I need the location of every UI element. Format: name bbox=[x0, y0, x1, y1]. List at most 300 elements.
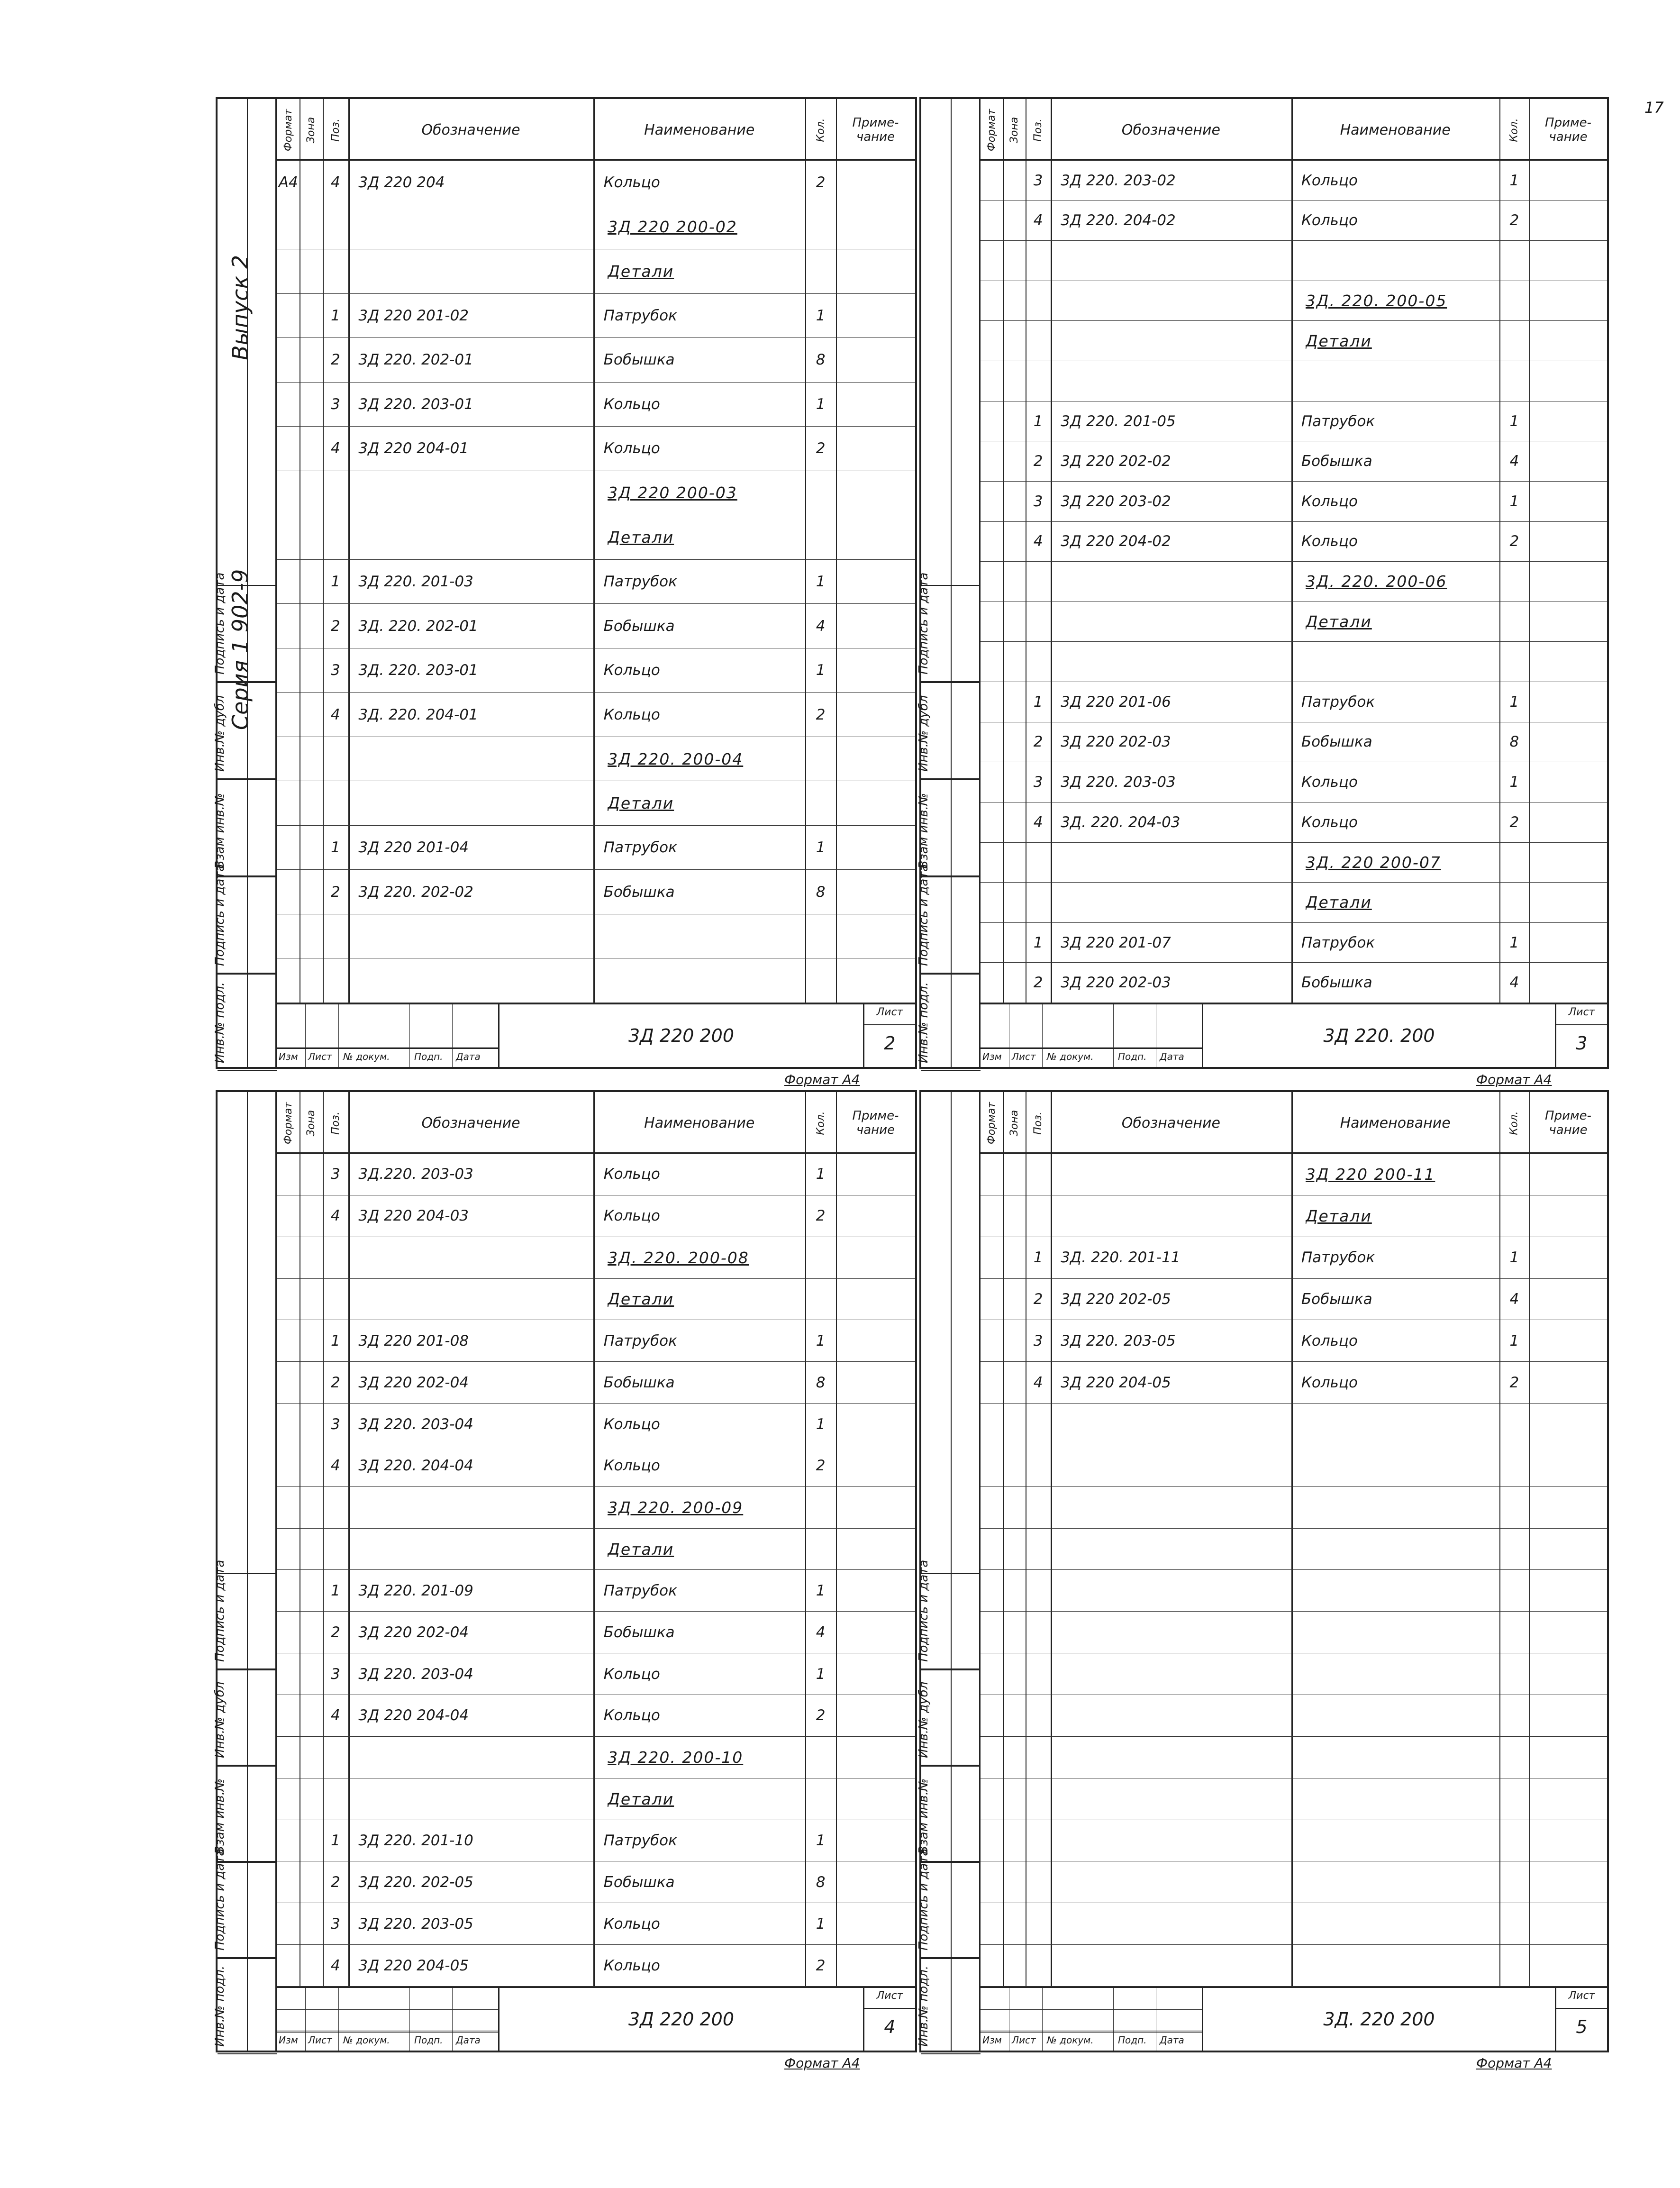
position-cell: 4 bbox=[1033, 212, 1043, 229]
name-cell: Бобышка bbox=[603, 883, 675, 901]
table-row bbox=[277, 205, 915, 250]
table-row bbox=[981, 1279, 1607, 1321]
table-row bbox=[981, 1362, 1607, 1404]
quantity-cell: 1 bbox=[816, 1832, 826, 1850]
header-qty-text: Кол. bbox=[1508, 118, 1520, 142]
position-cell: 4 bbox=[331, 1207, 340, 1225]
position-cell: 2 bbox=[331, 1623, 340, 1641]
document-code: 3Д 220 200 bbox=[628, 1025, 735, 1046]
designation-cell: 3Д 220. 201-03 bbox=[358, 573, 473, 590]
grid-line bbox=[981, 1047, 1202, 1048]
table-row bbox=[981, 562, 1607, 602]
name-cell: Патрубок bbox=[1301, 934, 1375, 951]
name-cell: Кольцо bbox=[1301, 774, 1358, 791]
position-cell: 3 bbox=[331, 1665, 340, 1683]
series-label: Серия 1 902-9 bbox=[227, 569, 253, 730]
quantity-cell: 4 bbox=[1509, 974, 1519, 992]
quantity-cell: 1 bbox=[1509, 1249, 1519, 1267]
table-row bbox=[277, 1861, 915, 1903]
header-qty bbox=[805, 1092, 836, 1154]
designation-cell: 3Д 220. 202-05 bbox=[358, 1873, 473, 1891]
side-label-text: Инв.№ дубл bbox=[213, 1681, 227, 1758]
side-label-text: Подпись и дата bbox=[917, 1559, 931, 1662]
title-block-column-label: № докум. bbox=[1047, 2034, 1094, 2046]
quantity-cell: 1 bbox=[816, 395, 826, 413]
designation-cell: 3Д 220 201-04 bbox=[358, 839, 469, 857]
side-label-text: Подпись и дата bbox=[213, 1848, 227, 1951]
quantity-cell: 1 bbox=[816, 1915, 826, 1933]
header-note-text: Приме-чание bbox=[852, 116, 899, 144]
name-cell: Кольцо bbox=[603, 440, 660, 457]
table-row bbox=[981, 321, 1607, 361]
quantity-cell: 4 bbox=[816, 1623, 826, 1641]
table-row bbox=[981, 161, 1607, 201]
table-row bbox=[981, 241, 1607, 281]
header-designation bbox=[348, 1092, 593, 1154]
quantity-cell: 1 bbox=[1509, 693, 1519, 711]
designation-cell: 3Д 220. 203-05 bbox=[1061, 1332, 1176, 1349]
designation-cell: 3Д 220 204-04 bbox=[358, 1707, 469, 1724]
header-zone-text: Зона bbox=[1008, 117, 1020, 143]
designation-cell: 3Д 220 202-03 bbox=[1061, 974, 1171, 992]
grid-line bbox=[277, 2009, 498, 2010]
name-cell: Патрубок bbox=[1301, 412, 1375, 430]
section-title-text: Детали bbox=[1305, 612, 1372, 631]
designation-cell: 3Д.220. 203-03 bbox=[358, 1166, 473, 1183]
section-title-text: 3Д 220 200-02 bbox=[608, 218, 737, 237]
designation-cell: 3Д 220 202-04 bbox=[358, 1374, 469, 1391]
section-title-text: Детали bbox=[608, 1290, 674, 1309]
header-designation-text: Обозначение bbox=[421, 121, 520, 138]
quantity-cell: 1 bbox=[816, 573, 826, 590]
table-row bbox=[981, 722, 1607, 763]
table-row bbox=[277, 693, 915, 737]
section-title-text: 3Д 220 200-11 bbox=[1305, 1165, 1435, 1184]
table-row bbox=[277, 870, 915, 914]
title-block-column-label: № докум. bbox=[1047, 1051, 1094, 1062]
quantity-cell: 4 bbox=[1509, 1290, 1519, 1308]
position-cell: 4 bbox=[331, 1457, 340, 1475]
header-format bbox=[981, 99, 1003, 161]
title-block-column-label: Подп. bbox=[414, 1051, 443, 1062]
quantity-cell: 1 bbox=[1509, 412, 1519, 430]
header-name bbox=[593, 99, 805, 161]
name-cell: Бобышка bbox=[603, 1374, 675, 1391]
spec-sheet bbox=[919, 1090, 1609, 2052]
position-cell: 4 bbox=[1033, 1374, 1043, 1391]
side-label-text: Подпись и дата bbox=[213, 864, 227, 966]
header-designation bbox=[1051, 99, 1291, 161]
table-row bbox=[981, 642, 1607, 682]
quantity-cell: 1 bbox=[816, 1582, 826, 1599]
grid-line bbox=[981, 2009, 1202, 2010]
table-row bbox=[981, 602, 1607, 642]
header-zone-text: Зона bbox=[305, 1110, 318, 1136]
side-label-text: Взам инв.№ bbox=[917, 793, 931, 869]
section-title bbox=[608, 1237, 805, 1278]
header-name-text: Наименование bbox=[644, 1114, 755, 1131]
designation-cell: 3Д 220 202-04 bbox=[358, 1623, 469, 1641]
table-row bbox=[981, 482, 1607, 522]
side-label-text: Подпись и дата bbox=[213, 1559, 227, 1662]
table-row bbox=[981, 1820, 1607, 1862]
header-pos-text: Поз. bbox=[1032, 118, 1044, 142]
name-cell: Кольцо bbox=[603, 1665, 660, 1683]
position-cell: 3 bbox=[1033, 492, 1043, 510]
section-title-text: 3Д 220. 200-09 bbox=[608, 1498, 744, 1517]
table-row bbox=[277, 1279, 915, 1321]
title-block bbox=[277, 1003, 915, 1067]
designation-cell: 3Д 220. 203-04 bbox=[358, 1415, 473, 1433]
header-note-text: Приме-чание bbox=[852, 1109, 899, 1137]
table-row bbox=[277, 1570, 915, 1612]
position-cell: 4 bbox=[331, 440, 340, 457]
title-block-column-label: Подп. bbox=[1118, 1051, 1147, 1062]
header-name-text: Наименование bbox=[1340, 121, 1451, 138]
spec-sheet bbox=[919, 97, 1609, 1069]
sheet-label: Лист bbox=[864, 1990, 915, 2009]
table-header bbox=[277, 99, 915, 161]
table-row bbox=[277, 1487, 915, 1529]
header-pos bbox=[323, 99, 348, 161]
table-row bbox=[981, 1445, 1607, 1487]
name-cell: Кольцо bbox=[603, 1915, 660, 1933]
name-cell: Кольцо bbox=[603, 1415, 660, 1433]
section-title bbox=[608, 515, 805, 559]
position-cell: 1 bbox=[1033, 412, 1043, 430]
table-row bbox=[277, 383, 915, 427]
position-cell: 4 bbox=[1033, 813, 1043, 831]
name-cell: Кольцо bbox=[1301, 212, 1358, 229]
section-title bbox=[608, 249, 805, 293]
header-designation bbox=[1051, 1092, 1291, 1154]
title-block-column-label: Изм bbox=[279, 2034, 298, 2046]
table-row bbox=[277, 1529, 915, 1570]
side-label-text: Взам инв.№ bbox=[213, 793, 227, 869]
name-cell: Бобышка bbox=[603, 1873, 675, 1891]
position-cell: 3 bbox=[1033, 774, 1043, 791]
format-cell: А4 bbox=[278, 174, 298, 191]
quantity-cell: 2 bbox=[1509, 533, 1519, 550]
name-cell: Кольцо bbox=[603, 174, 660, 191]
position-cell: 2 bbox=[1033, 974, 1043, 992]
quantity-cell: 1 bbox=[816, 1166, 826, 1183]
designation-cell: 3Д 220. 202-02 bbox=[358, 883, 473, 901]
quantity-cell: 2 bbox=[1509, 813, 1519, 831]
header-designation bbox=[348, 99, 593, 161]
table-row bbox=[277, 294, 915, 338]
position-cell: 1 bbox=[1033, 1249, 1043, 1267]
name-cell: Кольцо bbox=[1301, 172, 1358, 189]
sheet-number: 3 bbox=[1576, 1033, 1588, 1054]
header-pos bbox=[1026, 1092, 1051, 1154]
title-block-column-label: № докум. bbox=[343, 2034, 390, 2046]
name-cell: Патрубок bbox=[603, 1582, 677, 1599]
table-row bbox=[277, 1362, 915, 1404]
section-title bbox=[1306, 843, 1499, 883]
side-label-text: Инв.№ подл. bbox=[213, 982, 227, 1063]
name-cell: Кольцо bbox=[603, 706, 660, 723]
table-row bbox=[277, 1445, 915, 1487]
position-cell: 1 bbox=[331, 1332, 340, 1349]
position-cell: 3 bbox=[331, 1166, 340, 1183]
header-note bbox=[836, 99, 915, 161]
designation-cell: 3Д 220. 203-03 bbox=[1061, 774, 1176, 791]
quantity-cell: 1 bbox=[1509, 774, 1519, 791]
quantity-cell: 1 bbox=[816, 662, 826, 679]
title-block-column-label: Изм bbox=[982, 1051, 1002, 1062]
designation-cell: 3Д 220 202-05 bbox=[1061, 1290, 1171, 1308]
header-format bbox=[981, 1092, 1003, 1154]
side-label-text: Инв.№ дубл bbox=[917, 1681, 931, 1758]
sheet-label: Лист bbox=[1556, 1006, 1607, 1025]
position-cell: 4 bbox=[331, 1707, 340, 1724]
header-zone-text: Зона bbox=[305, 117, 318, 143]
section-title bbox=[608, 1737, 805, 1778]
side-cell bbox=[213, 1559, 277, 1669]
side-label-text: Инв.№ дубл bbox=[213, 695, 227, 772]
header-qty-text: Кол. bbox=[815, 1111, 827, 1135]
section-title-text: 3Д. 220. 200-06 bbox=[1305, 572, 1447, 591]
header-format bbox=[277, 99, 300, 161]
position-cell: 2 bbox=[1033, 1290, 1043, 1308]
name-cell: Кольцо bbox=[603, 1207, 660, 1225]
section-title-text: Детали bbox=[1305, 331, 1372, 350]
section-title-text: 3Д. 220. 200-08 bbox=[608, 1248, 749, 1267]
quantity-cell: 8 bbox=[816, 1873, 826, 1891]
section-title-text: Детали bbox=[608, 528, 674, 547]
section-title bbox=[1306, 321, 1499, 361]
designation-cell: 3Д 220 204-02 bbox=[1061, 533, 1171, 550]
table-row bbox=[981, 1737, 1607, 1778]
table-row bbox=[981, 762, 1607, 802]
section-title-text: Детали bbox=[1305, 893, 1372, 912]
section-title-text: Детали bbox=[608, 794, 674, 813]
title-block-column-label: Дата bbox=[1160, 1051, 1184, 1062]
side-cell bbox=[213, 1669, 277, 1766]
document-code: 3Д 220. 200 bbox=[1323, 1025, 1435, 1046]
header-format bbox=[277, 1092, 300, 1154]
name-cell: Патрубок bbox=[603, 839, 677, 857]
sheet-number-box bbox=[1555, 1004, 1607, 1067]
title-block-column-label: Дата bbox=[456, 1051, 481, 1062]
designation-cell: 3Д. 220. 204-01 bbox=[358, 706, 478, 723]
quantity-cell: 2 bbox=[816, 1457, 826, 1475]
position-cell: 1 bbox=[331, 1832, 340, 1850]
table-header bbox=[277, 1092, 915, 1154]
format-label: Формат А4 bbox=[784, 2055, 860, 2071]
table-row bbox=[981, 401, 1607, 442]
section-title bbox=[608, 205, 805, 249]
section-title-text: Детали bbox=[1305, 1206, 1372, 1225]
position-cell: 4 bbox=[331, 706, 340, 723]
section-title bbox=[608, 1487, 805, 1528]
name-cell: Патрубок bbox=[603, 307, 677, 324]
table-row bbox=[277, 338, 915, 383]
position-cell: 4 bbox=[331, 174, 340, 191]
table-header bbox=[981, 99, 1607, 161]
designation-cell: 3Д. 220. 204-03 bbox=[1061, 813, 1181, 831]
table-row bbox=[277, 1945, 915, 1987]
name-cell: Бобышка bbox=[603, 617, 675, 635]
header-pos bbox=[1026, 99, 1051, 161]
spec-table bbox=[981, 1092, 1607, 2051]
side-cell bbox=[917, 1559, 981, 1669]
quantity-cell: 1 bbox=[816, 839, 826, 857]
position-cell: 1 bbox=[331, 307, 340, 324]
title-block-column-label: Лист bbox=[1012, 1051, 1036, 1062]
section-title bbox=[1306, 602, 1499, 642]
position-cell: 2 bbox=[331, 1374, 340, 1391]
table-row bbox=[277, 914, 915, 959]
title-block-columns bbox=[981, 1048, 1203, 1067]
designation-cell: 3Д 220 203-02 bbox=[1061, 492, 1171, 510]
header-format-text: Формат bbox=[986, 1102, 998, 1144]
side-cell bbox=[213, 779, 277, 876]
section-title bbox=[1306, 1195, 1499, 1237]
header-name bbox=[593, 1092, 805, 1154]
designation-cell: 3Д 220. 201-10 bbox=[358, 1832, 473, 1850]
quantity-cell: 8 bbox=[816, 883, 826, 901]
title-block bbox=[981, 1987, 1607, 2051]
document-code: 3Д. 220 200 bbox=[1323, 2009, 1435, 2030]
table-row bbox=[277, 648, 915, 693]
header-designation-text: Обозначение bbox=[1121, 1114, 1220, 1131]
table-row bbox=[277, 1154, 915, 1195]
side-cell bbox=[213, 572, 277, 682]
side-strip bbox=[917, 1092, 981, 2051]
table-row bbox=[981, 1154, 1607, 1195]
table-row bbox=[981, 843, 1607, 883]
position-cell: 2 bbox=[331, 351, 340, 369]
side-cell bbox=[917, 1848, 981, 1958]
position-cell: 3 bbox=[331, 662, 340, 679]
table-row bbox=[277, 471, 915, 516]
header-note bbox=[1529, 1092, 1607, 1154]
quantity-cell: 1 bbox=[1509, 492, 1519, 510]
table-row bbox=[277, 1195, 915, 1237]
spec-sheet bbox=[213, 1090, 917, 2052]
side-cell bbox=[213, 1848, 277, 1958]
side-label-text: Инв.№ подл. bbox=[917, 982, 931, 1063]
section-title-text: 3Д. 220. 200-05 bbox=[1305, 292, 1447, 310]
quantity-cell: 2 bbox=[816, 1207, 826, 1225]
section-title-text: Детали bbox=[608, 1789, 674, 1808]
sheet-label: Лист bbox=[864, 1006, 915, 1025]
name-cell: Кольцо bbox=[1301, 1332, 1358, 1349]
format-label: Формат А4 bbox=[1476, 1072, 1552, 1087]
header-note bbox=[836, 1092, 915, 1154]
title-block-columns bbox=[277, 2032, 499, 2051]
table-row bbox=[981, 1778, 1607, 1820]
table-row bbox=[277, 1695, 915, 1737]
designation-cell: 3Д 220. 201-05 bbox=[1061, 412, 1176, 430]
title-block-column-label: Подп. bbox=[414, 2034, 443, 2046]
header-qty-text: Кол. bbox=[1508, 1111, 1520, 1135]
position-cell: 3 bbox=[331, 1915, 340, 1933]
header-zone bbox=[300, 1092, 322, 1154]
header-name-text: Наименование bbox=[644, 121, 755, 138]
corner-number: 17 bbox=[1644, 99, 1664, 117]
quantity-cell: 1 bbox=[1509, 934, 1519, 951]
quantity-cell: 4 bbox=[1509, 453, 1519, 470]
table-row bbox=[981, 361, 1607, 401]
side-cell bbox=[213, 682, 277, 779]
table-row bbox=[277, 781, 915, 826]
header-format-text: Формат bbox=[282, 1102, 294, 1144]
section-title-text: 3Д 220. 200-04 bbox=[608, 749, 744, 768]
table-row bbox=[981, 1945, 1607, 1987]
side-label-text: Инв.№ подл. bbox=[213, 1965, 227, 2047]
name-cell: Кольцо bbox=[603, 662, 660, 679]
header-zone bbox=[300, 99, 322, 161]
side-cell bbox=[917, 572, 981, 682]
position-cell: 2 bbox=[1033, 733, 1043, 751]
header-zone bbox=[1003, 1092, 1026, 1154]
grid-line bbox=[277, 1047, 498, 1048]
table-row bbox=[277, 161, 915, 205]
position-cell: 1 bbox=[331, 839, 340, 857]
side-cell bbox=[213, 974, 277, 1071]
table-row bbox=[981, 1861, 1607, 1903]
quantity-cell: 1 bbox=[816, 1415, 826, 1433]
designation-cell: 3Д 220 204-03 bbox=[358, 1207, 469, 1225]
table-row bbox=[277, 515, 915, 560]
table-row bbox=[277, 1820, 915, 1862]
section-title bbox=[1306, 562, 1499, 602]
quantity-cell: 2 bbox=[816, 1957, 826, 1974]
designation-cell: 3Д 220. 202-01 bbox=[358, 351, 473, 369]
title-block-column-label: Лист bbox=[1012, 2034, 1036, 2046]
position-cell: 3 bbox=[331, 395, 340, 413]
designation-cell: 3Д 220. 204-02 bbox=[1061, 212, 1176, 229]
side-cell bbox=[917, 1669, 981, 1766]
position-cell: 1 bbox=[331, 573, 340, 590]
position-cell: 2 bbox=[331, 617, 340, 635]
designation-cell: 3Д 220 201-07 bbox=[1061, 934, 1171, 951]
section-title-text: 3Д 220 200-03 bbox=[608, 483, 737, 502]
quantity-cell: 1 bbox=[1509, 172, 1519, 189]
designation-cell: 3Д 220. 201-09 bbox=[358, 1582, 473, 1599]
name-cell: Бобышка bbox=[1301, 974, 1372, 992]
header-format-text: Формат bbox=[282, 109, 294, 151]
header-qty bbox=[1499, 1092, 1529, 1154]
designation-cell: 3Д 220. 203-05 bbox=[358, 1915, 473, 1933]
title-block-columns bbox=[277, 1048, 499, 1067]
sheet-number: 4 bbox=[884, 2016, 896, 2037]
format-label: Формат А4 bbox=[1476, 2055, 1552, 2071]
side-label-text: Подпись и дата bbox=[213, 572, 227, 675]
position-cell: 3 bbox=[1033, 172, 1043, 189]
title-block-column-label: Лист bbox=[308, 2034, 332, 2046]
quantity-cell: 1 bbox=[816, 1665, 826, 1683]
designation-cell: 3Д 220 202-02 bbox=[1061, 453, 1171, 470]
side-strip bbox=[213, 1092, 277, 2051]
table-row bbox=[981, 963, 1607, 1003]
designation-cell: 3Д 220 201-02 bbox=[358, 307, 469, 324]
header-qty-text: Кол. bbox=[815, 118, 827, 142]
quantity-cell: 8 bbox=[816, 351, 826, 369]
section-title-text: 3Д. 220 200-07 bbox=[1305, 853, 1441, 872]
side-cell bbox=[917, 682, 981, 779]
table-row bbox=[981, 1570, 1607, 1612]
title-block-column-label: Подп. bbox=[1118, 2034, 1147, 2046]
designation-cell: 3Д. 220. 202-01 bbox=[358, 617, 478, 635]
table-row bbox=[981, 1695, 1607, 1737]
table-row bbox=[277, 958, 915, 1003]
name-cell: Бобышка bbox=[1301, 1290, 1372, 1308]
section-title bbox=[1306, 883, 1499, 922]
